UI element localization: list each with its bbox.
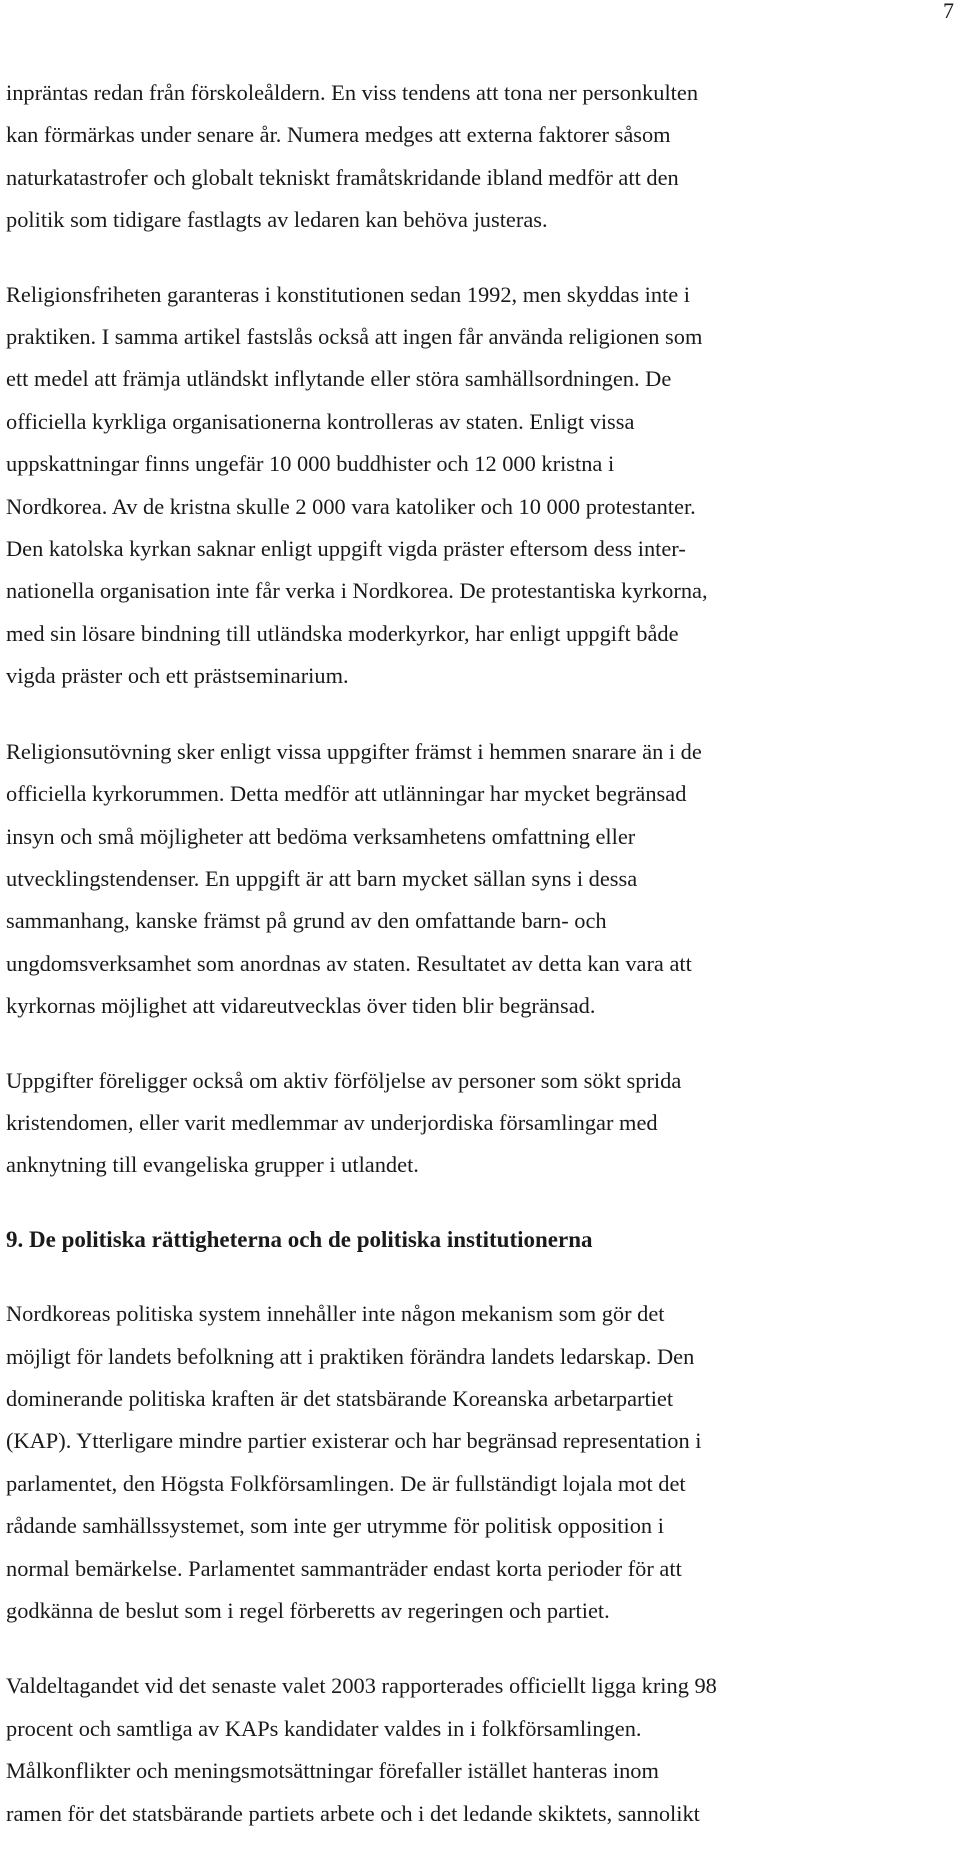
paragraph-religionsfrihet: Religionsfriheten garanteras i konstitutionen sedan 1992, men skyddas inte i praktiken. I samma artikel fastslås också att ingen får använda religionen som ett medel att främja utländskt inflytande eller störa samhällsordningen. De officiella kyrkliga organisationerna kontrolleras av staten. Enligt vissa uppskattningar finns ungefär 10 000 buddhister och 12 000 kristna i Nordkorea. Av de kristna skulle 2 000 vara katoliker och 10 000 protestanter. Den katolska kyrkan saknar enligt uppgift vigda präster eftersom dess inter- nationella organisation inte får verka i Nordkorea. De protestantiska kyrkorna, med sin lösare bindning till utländska moderkyrkor, har enligt uppgift både vigda präster och ett prästseminarium. [6,281,708,689]
paragraph-valdeltagande: Valdeltagandet vid det senaste valet 2003 rapporterades officiellt ligga kring 98 procent och samtliga av KAPs kandidater valdes in i folkförsamlingen. Målkonflikter och meningsmotsättningar förefaller istället hanteras inom ramen för det statsbärande partiets arbete och i det ledande skiktets, sannolikt [6,1673,717,1826]
paragraph-religionsutovning: Religionsutövning sker enligt vissa uppgifter främst i hemmen snarare än i de officiella kyrkorummen. Detta medför att utlänningar har mycket begränsad insyn och små möjligheter att bedöma verksamhetens omfattning eller utvecklingstendenser. En uppgift är att barn mycket sällan syns i dessa sammanhang, kanske främst på grund av den omfattande barn- och ungdomsverksamhet som anordnas av staten. Resultatet av detta kan vara att kyrkornas möjlighet att vidareutvecklas över tiden blir begränsad. [6,738,702,1019]
paragraph-personkult: inpräntas redan från förskoleåldern. En viss tendens att tona ner personkulten kan förmärkas under senare år. Numera medges att externa faktorer såsom naturkatastrofer och globalt tekniskt framåtskridande ibland medför att den politik som tidigare fastlagts av ledaren kan behöva justeras. [6,80,699,233]
paragraph-forfoljelse: Uppgifter föreligger också om aktiv förföljelse av personer som sökt sprida kristendomen, eller varit medlemmar av underjordiska församlingar med anknytning till evangeliska grupper i utlandet. [6,1067,682,1178]
page-number: 7 [943,0,954,23]
paragraph-politiskt-system: Nordkoreas politiska system innehåller inte någon mekanism som gör det möjligt för landets befolkning att i praktiken förändra landets ledarskap. Den dominerande politiska kraften är det statsbärande Koreanska arbetarpartiet (KAP). Ytterligare mindre partier existerar och har begränsad representation i parlamentet, den Högsta Folkförsamlingen. De är fullständigt lojala mot det rådande samhällssystemet, som inte ger utrymme för politisk opposition i normal bemärkelse. Parlamentet sammanträder endast korta perioder för att godkänna de beslut som i regel förberetts av regeringen och partiet. [6,1301,702,1623]
section-heading: 9. De politiska rättigheterna och de politiska institutionerna [6,1226,593,1252]
document-body [6,72,946,1835]
